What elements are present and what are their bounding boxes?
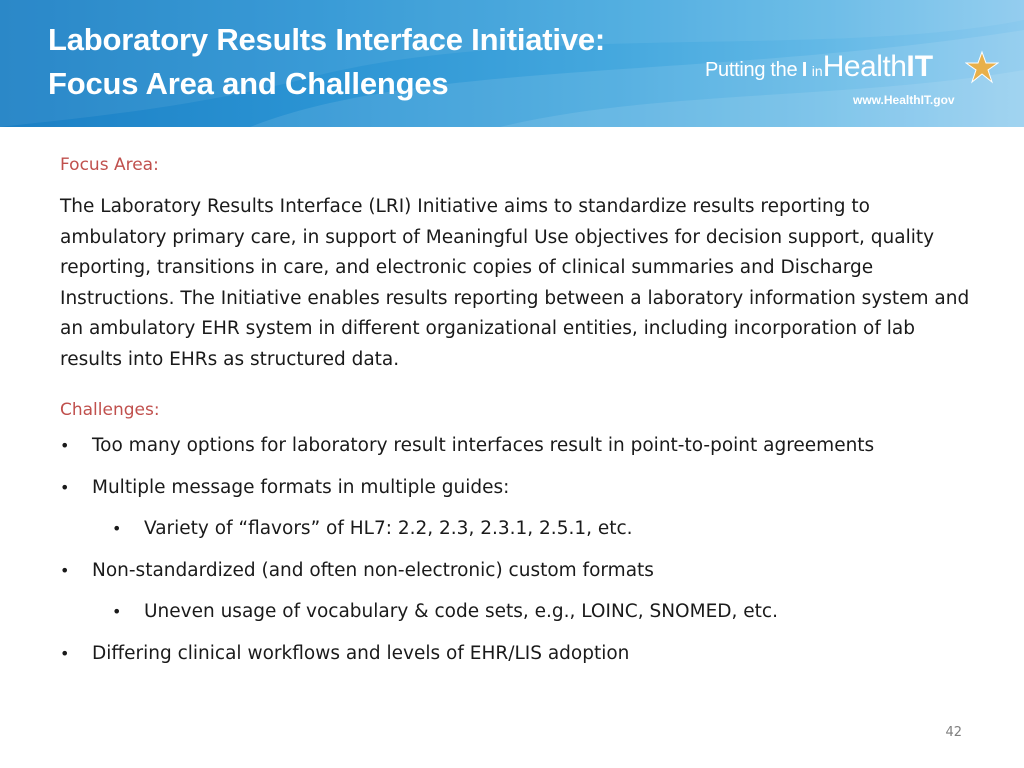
healthit-logo bbox=[705, 50, 1005, 120]
logo-url: www.HealthIT.gov bbox=[853, 93, 955, 107]
logo-in-text: in bbox=[811, 63, 823, 79]
bullet-icon: • bbox=[60, 477, 70, 497]
logo-wordmark bbox=[705, 50, 933, 84]
bullet-icon: • bbox=[112, 602, 122, 621]
list-item-text: Non-standardized (and often non-electronic) custom formats bbox=[92, 559, 654, 581]
logo-i-text: I bbox=[801, 59, 808, 81]
list-item bbox=[60, 556, 980, 587]
page-title bbox=[48, 18, 605, 106]
list-item-text: Multiple message formats in multiple guides: bbox=[92, 476, 510, 498]
focus-area-heading: Focus Area: bbox=[60, 155, 159, 175]
logo-it-text: IT bbox=[906, 50, 934, 83]
list-item-text: Differing clinical workflows and levels of EHR/LIS adoption bbox=[92, 642, 630, 664]
list-item-text: Variety of “flavors” of HL7: 2.2, 2.3, 2.3.1, 2.5.1, etc. bbox=[144, 518, 633, 539]
bullet-icon: • bbox=[112, 519, 122, 538]
slide-content bbox=[60, 152, 980, 669]
title-line-1: Laboratory Results Interface Initiative: bbox=[48, 22, 606, 57]
challenges-list bbox=[60, 431, 980, 669]
bullet-icon: • bbox=[60, 560, 70, 580]
logo-health-text: Health bbox=[822, 50, 907, 83]
list-item bbox=[60, 473, 980, 504]
list-item bbox=[60, 639, 980, 670]
sub-list-item bbox=[60, 514, 980, 545]
sub-list-item bbox=[60, 597, 980, 628]
bullet-icon: • bbox=[60, 436, 70, 455]
title-line-2: Focus Area and Challenges bbox=[48, 66, 449, 101]
logo-putting-text: Putting the bbox=[705, 59, 798, 81]
list-item-text: Uneven usage of vocabulary & code sets, e.g., LOINC, SNOMED, etc. bbox=[144, 601, 778, 622]
list-item-text: Too many options for laboratory result interfaces result in point-to-point agreements bbox=[92, 435, 875, 456]
challenges-heading: Challenges: bbox=[60, 400, 160, 420]
star-icon bbox=[965, 50, 999, 84]
bullet-icon: • bbox=[60, 643, 70, 663]
focus-area-paragraph: The Laboratory Results Interface (LRI) Initiative aims to standardize results reporting to ambulatory primary care, in support of Meaningful Use objectives for decision support, quality reporting, transitions in care, and electronic copies of clinical summaries and Discharge Instructions. The Initiative enables results reporting between a laboratory information system and an ambulatory EHR system in different organizational entities, including incorporation of lab results into EHRs as structured data. bbox=[60, 196, 970, 370]
list-item bbox=[60, 431, 980, 462]
slide-page-number: 42 bbox=[945, 725, 962, 740]
header-banner bbox=[0, 0, 1024, 127]
